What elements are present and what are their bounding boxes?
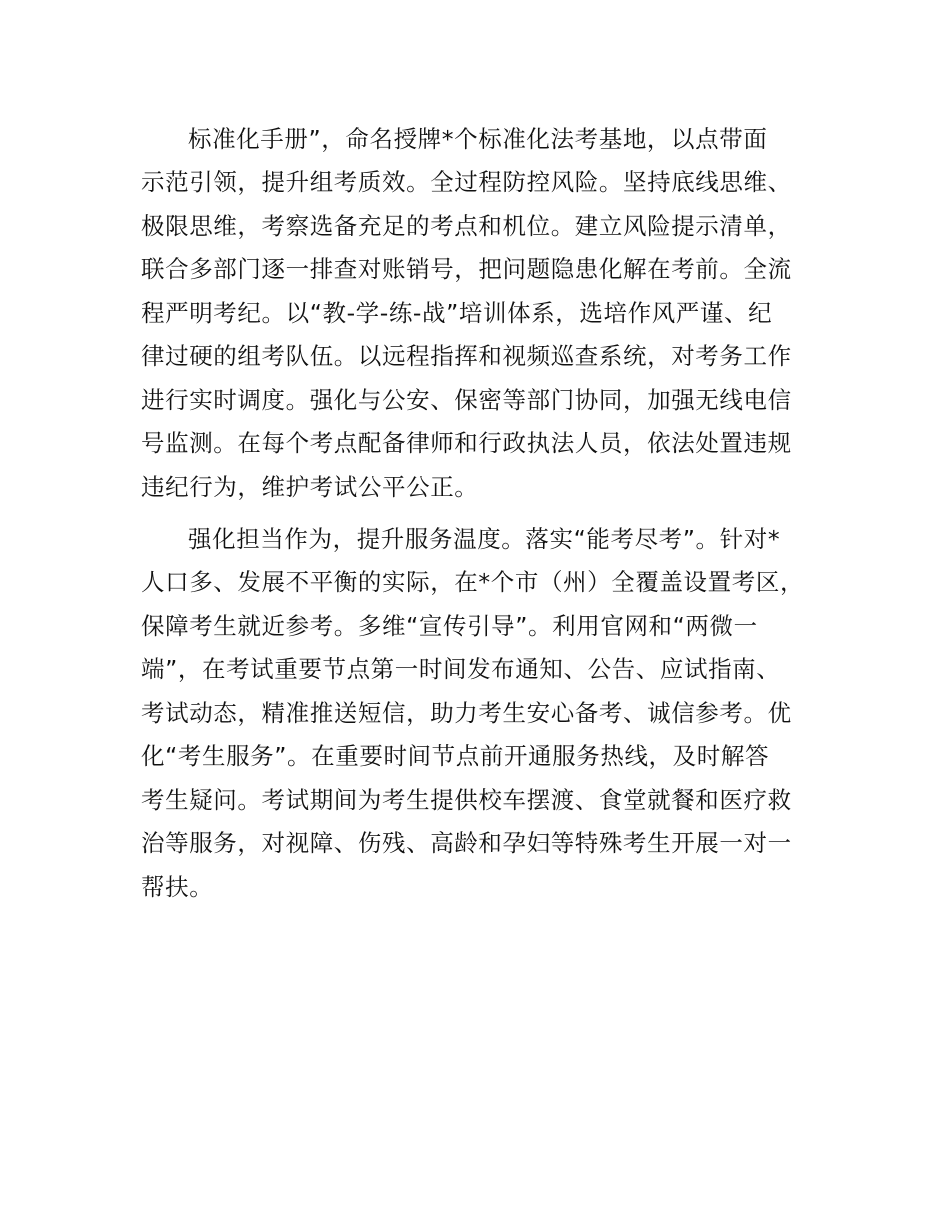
paragraph-2-line-4: 端”，在考试重要节点第一时间发布通知、公告、应试指南、 bbox=[141, 655, 781, 683]
paragraph-2-line-7: 考生疑问。考试期间为考生提供校车摆渡、食堂就餐和医疗救 bbox=[141, 786, 792, 814]
paragraph-2-line-1: 强化担当作为，提升服务温度。落实“能考尽考”。针对* bbox=[188, 525, 781, 553]
paragraph-1-line-6: 律过硬的组考队伍。以远程指挥和视频巡查系统，对考务工作 bbox=[141, 342, 792, 370]
paragraph-1-line-1: 标准化手册”，命名授牌*个标准化法考基地，以点带面 bbox=[188, 125, 768, 153]
paragraph-2-line-6: 化“考生服务”。在重要时间节点前开通服务热线，及时解答 bbox=[141, 742, 770, 770]
paragraph-2-line-2: 人口多、发展不平衡的实际，在*个市（州）全覆盖设置考区， bbox=[141, 568, 805, 596]
paragraph-2-line-3: 保障考生就近参考。多维“宣传引导”。利用官网和“两微一 bbox=[141, 612, 758, 640]
paragraph-1-line-4: 联合多部门逐一排查对账销号，把问题隐患化解在考前。全流 bbox=[141, 255, 792, 283]
paragraph-2-line-9: 帮扶。 bbox=[141, 873, 214, 901]
paragraph-1-line-9: 违纪行为，维护考试公平公正。 bbox=[141, 473, 479, 501]
paragraph-1-line-3: 极限思维，考察选备充足的考点和机位。建立风险提示清单， bbox=[141, 212, 792, 240]
paragraph-2-line-5: 考试动态，精准推送短信，助力考生安心备考、诚信参考。优 bbox=[141, 699, 792, 727]
paragraph-1-line-7: 进行实时调度。强化与公安、保密等部门协同，加强无线电信 bbox=[141, 386, 792, 414]
paragraph-2-line-8: 治等服务，对视障、伤残、高龄和孕妇等特殊考生开展一对一 bbox=[141, 829, 792, 857]
paragraph-1-line-2: 示范引领，提升组考质效。全过程防控风险。坚持底线思维、 bbox=[141, 168, 792, 196]
paragraph-1-line-5: 程严明考纪。以“教-学-练-战”培训体系，选培作风严谨、纪 bbox=[141, 299, 773, 327]
paragraph-1-line-8: 号监测。在每个考点配备律师和行政执法人员，依法处置违规 bbox=[141, 429, 792, 457]
